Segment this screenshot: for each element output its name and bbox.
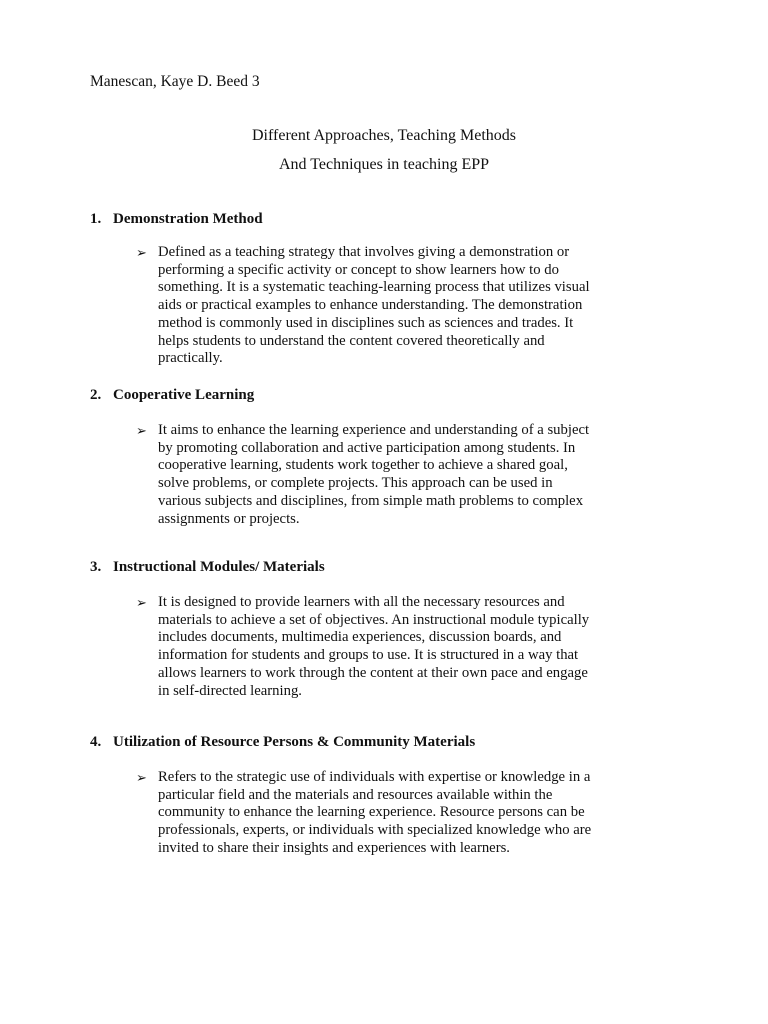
text-line: It aims to enhance the learning experience and understanding of a subject <box>158 422 590 438</box>
bullet-text <box>158 422 696 528</box>
section-number: 3. <box>90 559 102 575</box>
bullet-text <box>158 769 696 858</box>
arrow-bullet-icon: ➢ <box>136 423 147 438</box>
bullet-paragraph <box>136 244 696 368</box>
arrow-bullet-icon: ➢ <box>136 595 147 610</box>
text-line: professionals, experts, or individuals with specialized knowledge who are <box>158 822 592 839</box>
text-line: community to enhance the learning experience. Resource persons can be <box>158 804 585 821</box>
text-line: by promoting collaboration and active participation among students. In <box>158 439 576 456</box>
text-line: aids or practical examples to enhance understanding. The demonstration <box>158 297 583 314</box>
section-number: 1. <box>90 211 102 227</box>
text-line: method is commonly used in disciplines such as sciences and trades. It <box>158 314 574 331</box>
section-heading-cooperative-learning <box>90 386 254 404</box>
text-line: various subjects and disciplines, from simple math problems to complex <box>158 492 584 509</box>
text-line: cooperative learning, students work together to achieve a shared goal, <box>158 457 568 474</box>
text-line: assignments or projects. <box>158 510 300 527</box>
section-title: Instructional Modules/ Materials <box>113 559 325 575</box>
section-heading-instructional-modules <box>90 558 325 576</box>
text-line: invited to share their insights and experiences with learners. <box>158 839 510 856</box>
bullet-text <box>158 244 696 368</box>
text-line: allows learners to work through the content at their own pace and engage <box>158 664 588 681</box>
section-number: 4. <box>90 734 102 750</box>
section-title: Demonstration Method <box>113 211 263 227</box>
arrow-bullet-icon: ➢ <box>136 245 147 260</box>
section-heading-demonstration-method <box>90 210 263 228</box>
text-line: practically. <box>158 350 223 367</box>
text-line: something. It is a systematic teaching-learning process that utilizes visual <box>158 279 590 296</box>
text-line: solve problems, or complete projects. This approach can be used in <box>158 475 553 492</box>
arrow-bullet-icon: ➢ <box>136 770 147 785</box>
bullet-text <box>158 594 696 700</box>
text-line: information for students and groups to use. It is structured in a way that <box>158 647 579 664</box>
section-title: Cooperative Learning <box>113 387 255 403</box>
section-heading-resource-persons <box>90 733 475 751</box>
bullet-paragraph <box>136 594 696 700</box>
text-line: performing a specific activity or concept to show learners how to do <box>158 261 559 278</box>
document-title-line-1: Different Approaches, Teaching Methods <box>252 127 516 144</box>
text-line: in self-directed learning. <box>158 682 302 699</box>
text-line: materials to achieve a set of objectives. An instructional module typically <box>158 611 590 628</box>
section-title: Utilization of Resource Persons & Community Materials <box>113 734 476 750</box>
text-line: It is designed to provide learners with all the necessary resources and <box>158 594 565 610</box>
text-line: particular field and the materials and resources available within the <box>158 786 553 803</box>
section-number: 2. <box>90 387 102 403</box>
bullet-paragraph <box>136 422 696 528</box>
bullet-paragraph <box>136 769 696 858</box>
text-line: Defined as a teaching strategy that involves giving a demonstration or <box>158 244 570 260</box>
text-line: includes documents, multimedia experiences, discussion boards, and <box>158 629 562 646</box>
text-line: helps students to understand the content covered theoretically and <box>158 332 545 349</box>
document-title-line-2: And Techniques in teaching EPP <box>278 156 490 173</box>
author-line: Manescan, Kaye D. Beed 3 <box>90 73 260 90</box>
text-line: Refers to the strategic use of individuals with expertise or knowledge in a <box>158 769 591 785</box>
